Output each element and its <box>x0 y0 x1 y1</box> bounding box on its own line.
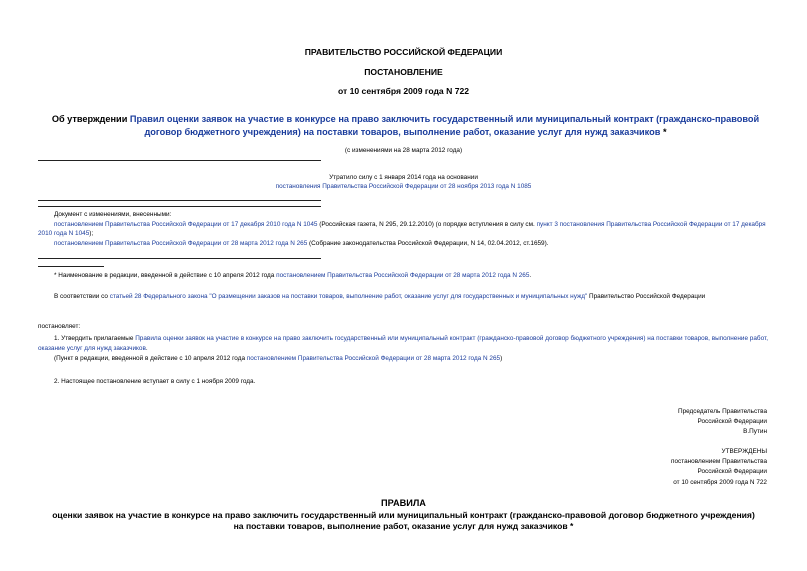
divider <box>38 206 321 207</box>
rules-line-2: на поставки товаров, выполнение работ, оказание услуг для нужд заказчиков * <box>233 521 574 531</box>
changes-item-1-link[interactable]: постановлением Правительства Российской Федерации от 17 декабря 2010 года N 1045 <box>54 220 318 228</box>
changes-item-2-link[interactable]: постановлением Правительства Российской Федерации от 28 марта 2012 года N 265 <box>54 239 308 247</box>
title-suffix: * <box>660 126 667 137</box>
changes-item-2-text: (Собрание законодательства Российской Федерации, N 14, 02.04.2012, ст.1659). <box>307 239 549 247</box>
signature-block <box>678 407 767 438</box>
document-title <box>38 113 773 138</box>
changes-item-1-text: (Российская газета, N 295, 29.12.2010) (о порядке вступления в силу см. <box>317 220 537 228</box>
government-heading: ПРАВИТЕЛЬСТВО РОССИЙСКОЙ ФЕДЕРАЦИИ <box>304 47 503 57</box>
item-1-note <box>38 354 768 364</box>
approved-line-2: постановлением Правительства <box>671 458 767 466</box>
expired-text: Утратило силу с 1 января 2014 года на основании <box>329 174 478 181</box>
item-1-start: 1. Утвердить прилагаемые <box>54 335 136 342</box>
title-prefix: Об утверждении <box>51 114 130 124</box>
footnote-text: * Наименование в редакции, введенной в действие с 10 апреля 2012 года <box>54 272 277 279</box>
signature-line-3: В.Путин <box>743 428 767 436</box>
rules-link[interactable]: Правила оценки заявок на участие в конкурсе на право заключить государственный или муниципальный контракт (гражданско-правовой договор бюджетного учреждения) на поставки товаров, выполнение работ, оказание услуг для нужд заказчиков <box>38 335 768 352</box>
item-1-note-start: (Пункт в редакции, введенной в действие с 10 апреля 2012 года <box>54 355 247 362</box>
rules-line-1: оценки заявок на участие в конкурсе на право заключить государственный или муниципальный контракт (гражданско-правовой договор бюджетного учреждения) <box>52 510 755 520</box>
approved-line-3: Российской Федерации <box>697 468 767 476</box>
preamble-end: Правительство Российской Федерации <box>587 293 706 300</box>
divider <box>38 258 321 259</box>
item-1-note-link[interactable]: постановлением Правительства Российской Федерации от 28 марта 2012 года N 265 <box>246 355 501 362</box>
changes-item-1-end: ); <box>89 230 94 238</box>
expired-link[interactable]: постановления Правительства Российской Федерации от 28 ноября 2013 года N 1085 <box>275 183 532 190</box>
signature-line-1: Председатель Правительства <box>678 408 767 415</box>
item-1-end: . <box>145 344 148 352</box>
item-1-note-end: ) <box>500 355 503 362</box>
changes-intro: Документ с изменениями, внесенными: <box>54 211 172 218</box>
item-1 <box>38 334 768 353</box>
law-link[interactable]: статьей 28 Федерального закона "О размещении заказов на поставки товаров, выполнение работ, оказание услуг для государственных и муниципальных нужд" <box>109 293 588 300</box>
item-2: 2. Настоящее постановление вступает в силу с 1 ноября 2009 года. <box>54 378 256 385</box>
changes-block <box>38 210 768 248</box>
footnote-divider <box>38 266 104 267</box>
decides: постановляет: <box>38 323 81 330</box>
approved-line-4: от 10 сентября 2009 года N 722 <box>673 478 767 486</box>
title-link[interactable]: Правил оценки заявок на участие в конкурсе на право заключить государственный или муниципальный контракт (гражданско-правовой договор бюджетного учреждения) на поставки товаров, выполнение работ, оказание услуг для нужд заказчиков <box>129 114 760 137</box>
footnote-end: . <box>529 272 532 279</box>
document-date: от 10 сентября 2009 года N 722 <box>337 86 470 96</box>
changes-item-2 <box>38 239 768 249</box>
divider <box>38 160 321 161</box>
approved-block <box>671 447 767 488</box>
amended-note: (с изменениями на 28 марта 2012 года) <box>344 147 463 154</box>
divider <box>38 200 321 201</box>
footnote <box>38 271 768 281</box>
preamble-start: В соответствии со <box>54 293 110 300</box>
changes-item-1-link2[interactable]: пункт 3 постановления Правительства Российской Федерации от 17 декабря 2010 года N 1045 <box>38 220 766 238</box>
preamble <box>38 292 768 302</box>
footnote-link[interactable]: постановлением Правительства Российской Федерации от 28 марта 2012 года N 265 <box>276 272 530 279</box>
document-type: ПОСТАНОВЛЕНИЕ <box>364 67 443 77</box>
changes-item-1 <box>38 220 768 239</box>
approved-line-1: УТВЕРЖДЕНЫ <box>721 448 767 455</box>
rules-heading: ПРАВИЛА <box>381 498 426 508</box>
signature-line-2: Российской Федерации <box>697 418 767 426</box>
